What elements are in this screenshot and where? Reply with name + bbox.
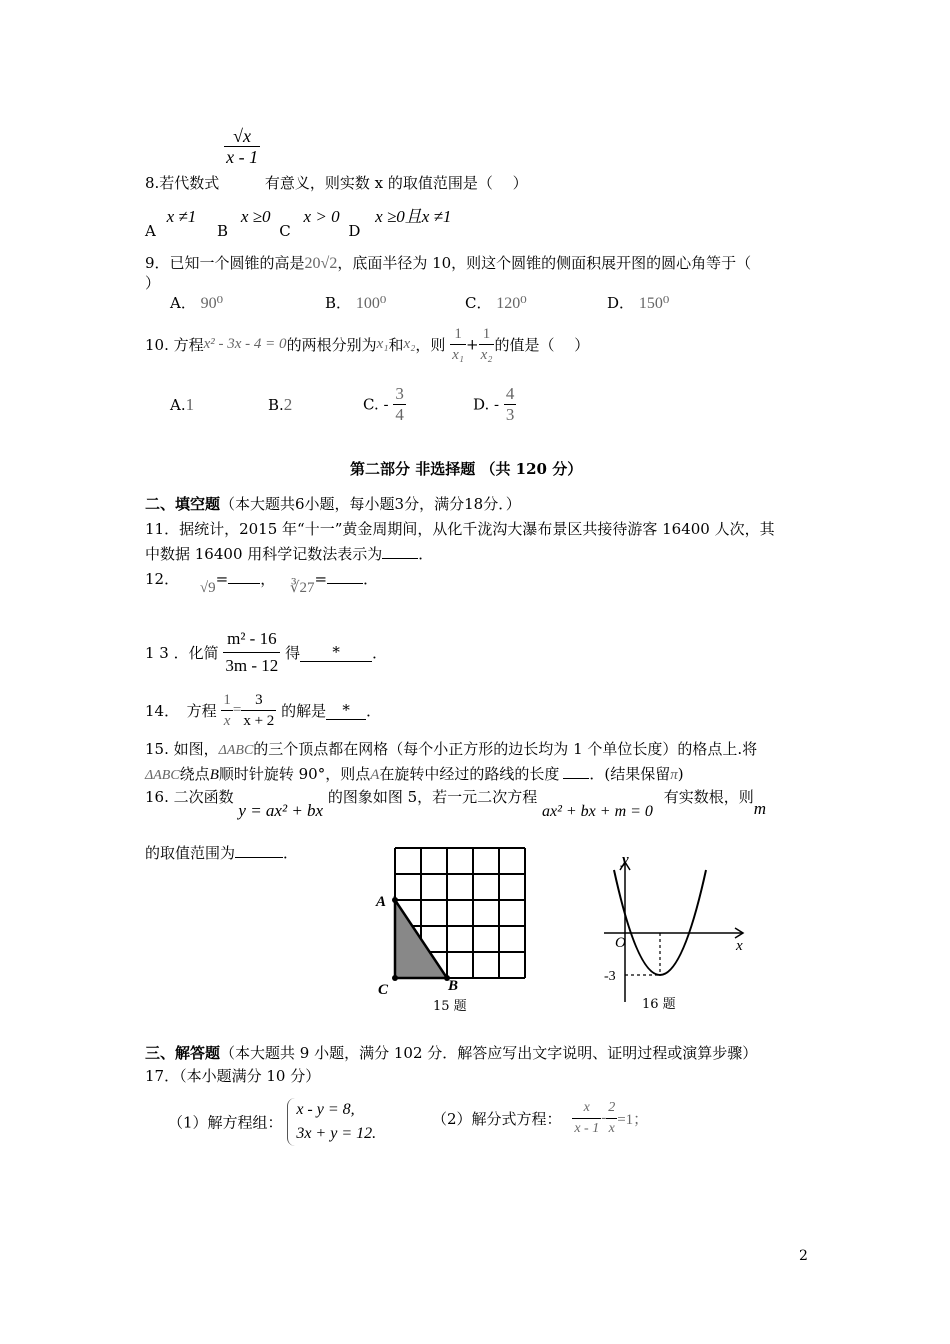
q17-heading: 17．（本小题满分 10 分）: [145, 1067, 321, 1085]
q10-x2: x₂: [403, 336, 416, 352]
q16-blank[interactable]: [235, 857, 283, 858]
q8-options: [145, 202, 452, 240]
q12-blank2[interactable]: [327, 583, 363, 584]
q10-options: [170, 384, 516, 425]
q9-line2: [145, 272, 160, 293]
section2-heading: 二、填空题（本大题共6小题，每小题3分，满分18分．）: [145, 495, 521, 513]
q17-frac1: $\frac{x}{x - 1}$: [574, 1100, 600, 1136]
q8-prefix: 8.若代数式: [145, 173, 220, 192]
q14-rhs: $\frac{3}{x + 2}$: [243, 692, 275, 729]
section3-heading: 三、解答题（本大题共 9 小题，满分 102 分．解答应写出文字说明、证明过程或演算步骤）: [145, 1044, 758, 1062]
q8-opt-d: x ≥0且x ≠1: [375, 207, 452, 226]
q16-line2: 的取值范围为 ．: [145, 844, 299, 862]
q8-line: [145, 126, 528, 192]
q11-blank[interactable]: [382, 558, 418, 559]
q10-opt-c: C. - $\frac{3}{4}$: [363, 384, 404, 424]
q9-expr: 20√2: [304, 255, 338, 272]
q16-eqn: ax² + bx + m = 0: [541, 803, 653, 820]
q8-suffix: 有意义，则实数 x 的取值范围是（ ）: [264, 173, 528, 192]
q8-fraction: [224, 126, 260, 167]
q14-blank[interactable]: *: [326, 701, 366, 720]
q9-options: [170, 292, 669, 313]
q9-opt-a: A． 90⁰: [170, 294, 224, 312]
q10-frac1: $\frac{1}{\text{x₁}}$: [452, 326, 465, 363]
fig15-caption: 15 题: [433, 999, 467, 1014]
q9-opt-c: C． 120⁰: [465, 294, 527, 312]
q10-then: ，则: [415, 336, 446, 354]
q8-opt-c: x > 0: [303, 207, 340, 226]
label-x: x: [736, 938, 743, 954]
label-a: A: [376, 894, 387, 910]
fig15-grid: [370, 842, 540, 1020]
q13-line: 1 3 ．化简 $\frac{\text{m² - 16}}{3m - 12}$ 得 * ．: [145, 626, 387, 679]
q10-opt-d: D. - $\frac{4}{3}$: [473, 384, 515, 424]
q9-text-c: ）: [145, 274, 161, 292]
label-o: O: [615, 935, 626, 951]
q10-x1: x₁: [376, 336, 389, 352]
q14-lhs: $\frac{1}{x}$: [223, 692, 231, 729]
q10-and: 和: [388, 336, 404, 354]
q8-opt-d-letter: D: [348, 222, 361, 240]
q10-opt-b: B.2: [268, 394, 293, 414]
q12-sqrt9: √9: [199, 580, 216, 596]
q15-line2: ΔABC绕点B顺时针旋转 90°，则点A在旋转中经过的路线的长度 ．(结果保留π): [145, 765, 684, 783]
q17-part1: （1）解方程组： x - y = 8, 3x + y = 12.: [168, 1098, 376, 1146]
q17-frac2: $\frac{2}{x}$: [608, 1100, 616, 1136]
q13-fraction: $\frac{\text{m² - 16}}{3m - 12}$: [223, 626, 280, 679]
fig16-graph: [598, 852, 758, 1014]
q9-opt-d: D． 150⁰: [607, 294, 670, 312]
q15-line1: 15. 如图，ΔABC的三个顶点都在网格（每个小正方形的边长均为 1 个单位长度）的格点上.将: [145, 740, 758, 758]
q15-blank[interactable]: [563, 778, 589, 779]
q16-line1: 16. 二次函数 y = ax² + bx 的图象如图 5，若一元二次方程 ax² + bx + m = 0 有实数根，则m: [145, 788, 767, 820]
q12-line: 12． √9= ， ∛27= ．: [145, 570, 379, 596]
label-min: -3: [604, 969, 616, 984]
q10-plus: +: [466, 335, 479, 354]
q10-prefix: 10. 方程: [145, 336, 204, 354]
q8-frac-den: x - 1: [226, 147, 259, 167]
q10-suffix: 的值是（ ）: [494, 336, 590, 354]
q8-opt-b-letter: B: [217, 222, 229, 240]
q9-line1: [145, 252, 751, 273]
fig16-caption: 16 题: [642, 997, 676, 1012]
page-number: 2: [799, 1248, 808, 1264]
q10-opt-a: A.1: [170, 394, 195, 414]
point-a-dot: [392, 897, 398, 903]
q8-opt-a: x ≠1: [166, 207, 197, 226]
q17-system: x - y = 8, 3x + y = 12.: [287, 1098, 376, 1146]
fig16-axes: [604, 862, 743, 1002]
q11-line1: 11．据统计，2015 年“十一”黄金周期间，从化千泷沟大瀑布景区共接待游客 16400 人次，其: [145, 520, 775, 538]
q8-opt-c-letter: C: [279, 222, 291, 240]
q14-line: 14． 方程 $\frac{1}{x}$ = $\frac{3}{x + 2}$ 的解是 * ．: [145, 692, 382, 729]
q9-text-a: 9．已知一个圆锥的高是: [145, 254, 305, 272]
q12-cbrt27: ∛27: [289, 580, 315, 596]
q10-frac2: $\frac{1}{\text{x₂}}$: [480, 326, 493, 363]
q10-mid: 的两根分别为: [286, 336, 377, 354]
q16-func: y = ax² + bx: [238, 801, 324, 820]
q17-part2: （2）解分式方程： $\frac{x}{x - 1}$ - $\frac{2}{x}$ =1；: [432, 1098, 648, 1139]
q8-opt-a-letter: A: [145, 222, 156, 240]
label-c: C: [378, 982, 389, 998]
q9-text-b: ，底面半径为 10，则这个圆锥的侧面积展开图的圆心角等于（: [337, 254, 752, 272]
q9-opt-b: B． 100⁰: [325, 294, 387, 312]
point-c-dot: [392, 975, 398, 981]
label-y: y: [622, 852, 629, 868]
q10-equation: x² - 3x - 4 = 0: [203, 336, 287, 352]
fig16-dashes: [625, 933, 660, 975]
q11-line2: 中数据 16400 用科学记数法表示为 ．: [145, 545, 434, 563]
q12-blank1[interactable]: [228, 583, 260, 584]
q8-frac-num: √x: [224, 126, 260, 147]
part2-heading: 第二部分 非选择题 （共 120 分）: [350, 460, 583, 478]
q13-blank[interactable]: *: [300, 643, 372, 662]
q10-line: [145, 324, 589, 365]
label-b: B: [448, 978, 459, 994]
q8-opt-b: x ≥0: [240, 207, 271, 226]
